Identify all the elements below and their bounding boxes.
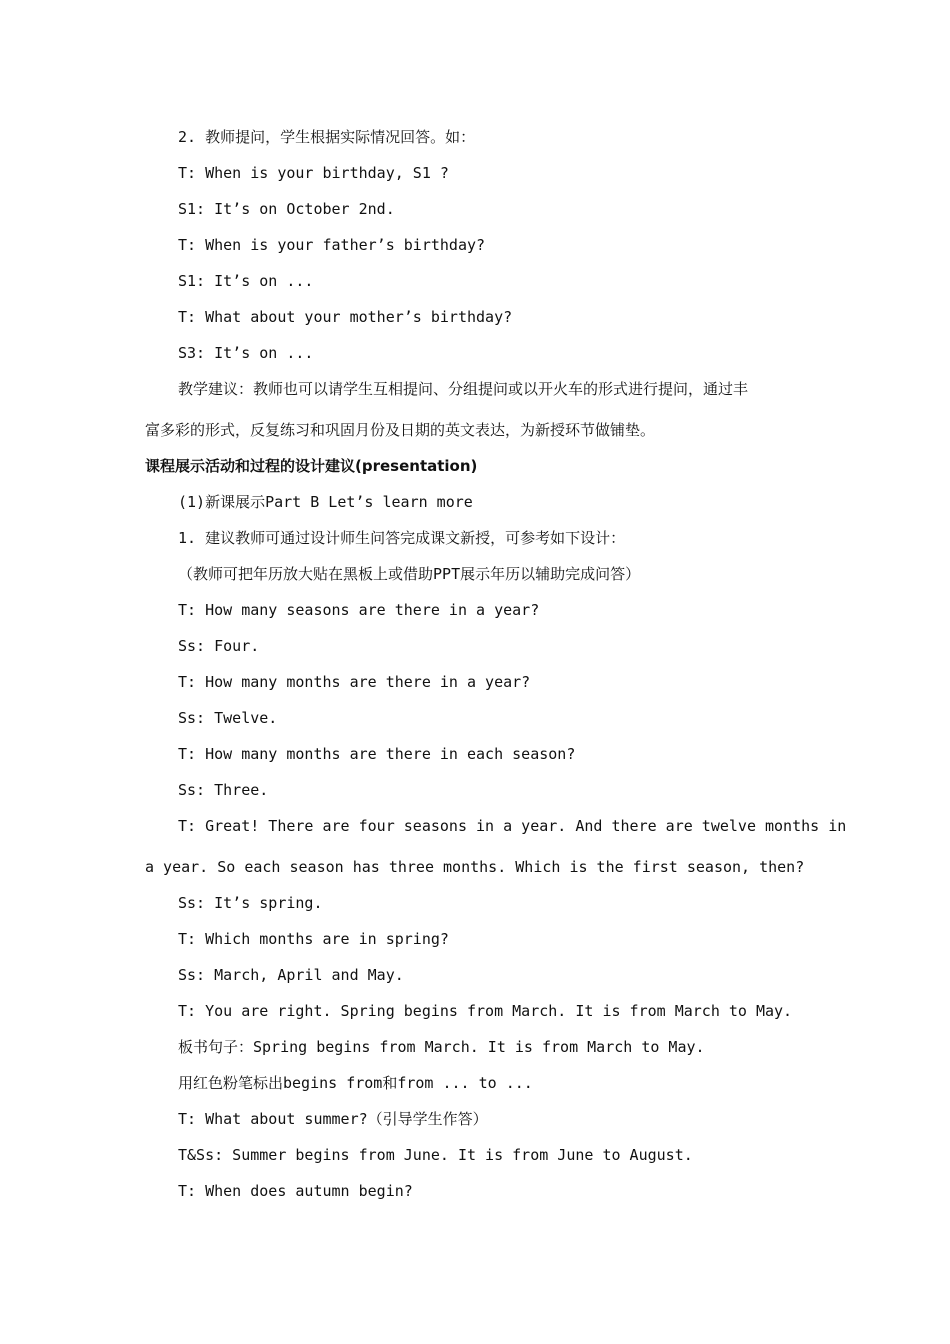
text-line: 富多彩的形式，反复练习和巩固月份及日期的英文表达，为新授环节做铺垫。 (145, 421, 656, 439)
text-line: 教学建议：教师也可以请学生互相提问、分组提问或以开火车的形式进行提问，通过丰 (178, 380, 749, 398)
text-line: Ss: Three. (178, 781, 269, 799)
text-line: S1: It’s on October 2nd. (178, 200, 395, 218)
text-line: 1. 建议教师可通过设计师生问答完成课文新授，可参考如下设计： (178, 529, 626, 547)
text-line: T: What about your mother’s birthday? (178, 308, 513, 326)
text-line: (1)新课展示Part B Let’s learn more (178, 493, 473, 511)
text-line: S3: It’s on ... (178, 344, 314, 362)
section-heading: 课程展示活动和过程的设计建议(presentation) (145, 457, 478, 475)
text-line: Ss: March, April and May. (178, 966, 404, 984)
text-line: T: How many months are there in a year? (178, 673, 531, 691)
text-line: T: When is your birthday, S1 ? (178, 164, 449, 182)
text-line: T: Great! There are four seasons in a year. And there are twelve months in (178, 817, 847, 835)
text-line: Ss: Four. (178, 637, 260, 655)
text-line: 2. 教师提问，学生根据实际情况回答。如： (178, 128, 476, 146)
text-line: T: You are right. Spring begins from March. It is from March to May. (178, 1002, 793, 1020)
text-line: T: When is your father’s birthday? (178, 236, 486, 254)
text-line: Ss: It’s spring. (178, 894, 323, 912)
text-line: 用红色粉笔标出begins from和from ... to ... (178, 1074, 533, 1092)
text-line: T: Which months are in spring? (178, 930, 449, 948)
text-line: Ss: Twelve. (178, 709, 278, 727)
text-line: T&Ss: Summer begins from June. It is from June to August. (178, 1146, 693, 1164)
text-line: S1: It’s on ... (178, 272, 314, 290)
text-line: T: How many months are there in each season? (178, 745, 576, 763)
text-line: （教师可把年历放大贴在黑板上或借助PPT展示年历以辅助完成问答） (178, 565, 641, 583)
text-line: a year. So each season has three months. Which is the first season, then? (145, 858, 805, 876)
text-line: T: When does autumn begin? (178, 1182, 413, 1200)
text-line: T: How many seasons are there in a year? (178, 601, 540, 619)
text-line: 板书句子：Spring begins from March. It is from March to May. (178, 1038, 705, 1056)
text-line: T: What about summer?（引导学生作答） (178, 1110, 488, 1128)
